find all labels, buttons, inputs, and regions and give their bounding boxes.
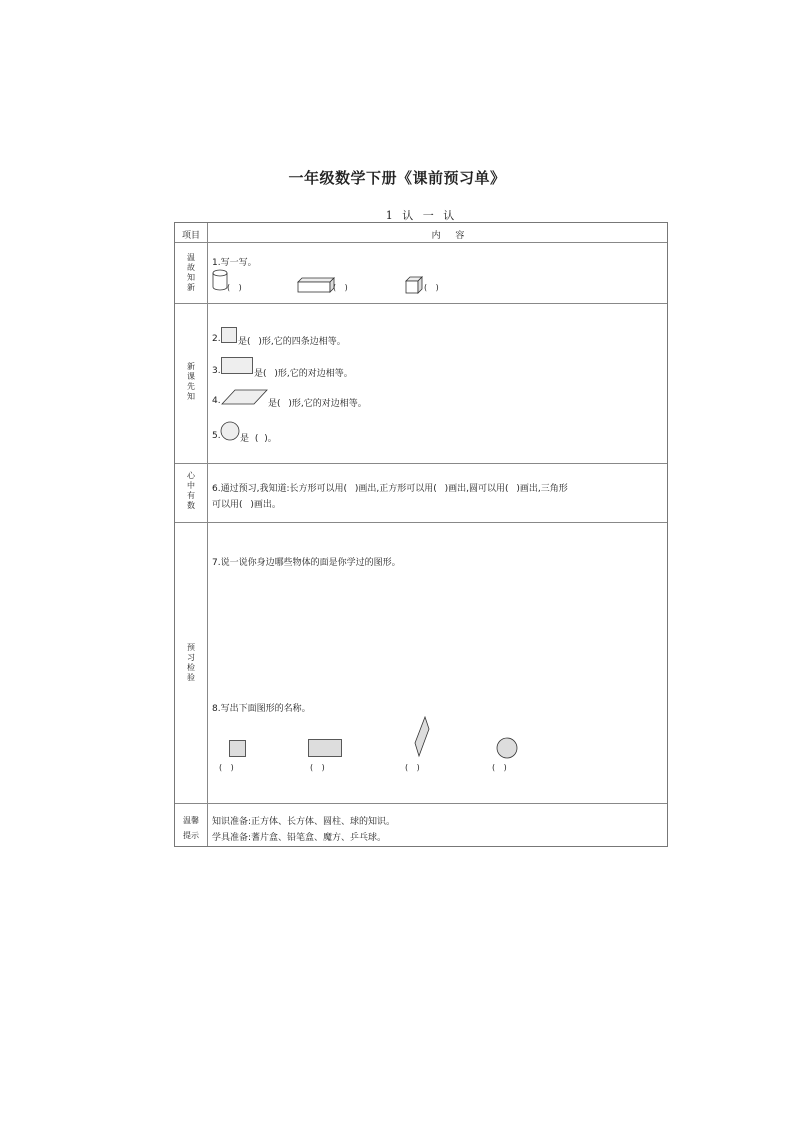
cylinder-icon: [212, 269, 228, 291]
q8-blank-2[interactable]: ( ): [310, 763, 325, 772]
q8-circle-icon: [496, 737, 518, 759]
q8-rhombus-icon: [414, 716, 430, 758]
row-divider: [175, 522, 667, 523]
q4-number: 4.: [212, 396, 221, 406]
preview-table: [174, 222, 668, 847]
row-divider: [175, 303, 667, 304]
header-content: 内 容: [431, 231, 465, 241]
circle-icon: [220, 421, 240, 441]
cube-icon: [405, 276, 423, 294]
header-item: 项目: [181, 231, 200, 241]
q1-blank-2[interactable]: ( ): [333, 283, 348, 292]
row-divider: [175, 242, 667, 243]
lesson-subtitle: 1 认 一 认: [385, 209, 455, 222]
rectangle-icon: [221, 357, 254, 375]
q1-blank-1[interactable]: ( ): [227, 283, 242, 292]
section-label-new: 新课先知: [187, 362, 195, 401]
cuboid-icon: [297, 277, 335, 293]
section-label-mind: 心中有数: [187, 471, 195, 510]
q8-square-icon: [229, 740, 247, 758]
q7-text: 7.说一说你身边哪些物体的面是你学过的图形。: [212, 558, 401, 568]
parallelogram-icon: [221, 389, 268, 405]
section-label-check: 预习检验: [187, 643, 195, 682]
q1-blank-3[interactable]: ( ): [424, 283, 439, 292]
q6-line-1: 6.通过预习,我知道:长方形可以用( )画出,正方形可以用( )画出,圆可以用( )画出,三角形: [212, 484, 568, 494]
q3-number: 3.: [212, 366, 221, 376]
section-label-tip: 温馨提示: [183, 816, 199, 840]
q4-text: 是( )形,它的对边相等。: [268, 399, 367, 409]
row-divider: [175, 803, 667, 804]
row-divider: [175, 463, 667, 464]
q8-text: 8.写出下面图形的名称。: [212, 704, 311, 714]
q8-blank-4[interactable]: ( ): [492, 763, 507, 772]
q8-blank-1[interactable]: ( ): [219, 763, 234, 772]
q2-number: 2.: [212, 334, 221, 344]
page-title: 一年级数学下册《课前预习单》: [288, 169, 506, 187]
q8-rectangle-icon: [308, 739, 343, 758]
column-divider: [207, 223, 208, 846]
section-label-warm: 温故知新: [187, 253, 195, 292]
square-icon: [221, 327, 238, 344]
tip-knowledge: 知识准备:正方体、长方体、圆柱、球的知识。: [212, 817, 396, 827]
q8-blank-3[interactable]: ( ): [405, 763, 420, 772]
tip-tools: 学具准备:蓍片盒、铅笔盒、魔方、乒乓球。: [212, 833, 387, 843]
q5-text: 是 ( )。: [240, 434, 277, 444]
q6-line-2: 可以用( )画出。: [212, 500, 281, 510]
q1-text: 1.写一写。: [212, 258, 257, 268]
q3-text: 是( )形,它的对边相等。: [254, 369, 353, 379]
q2-text: 是( )形,它的四条边相等。: [238, 337, 346, 347]
q5-number: 5.: [212, 431, 221, 441]
